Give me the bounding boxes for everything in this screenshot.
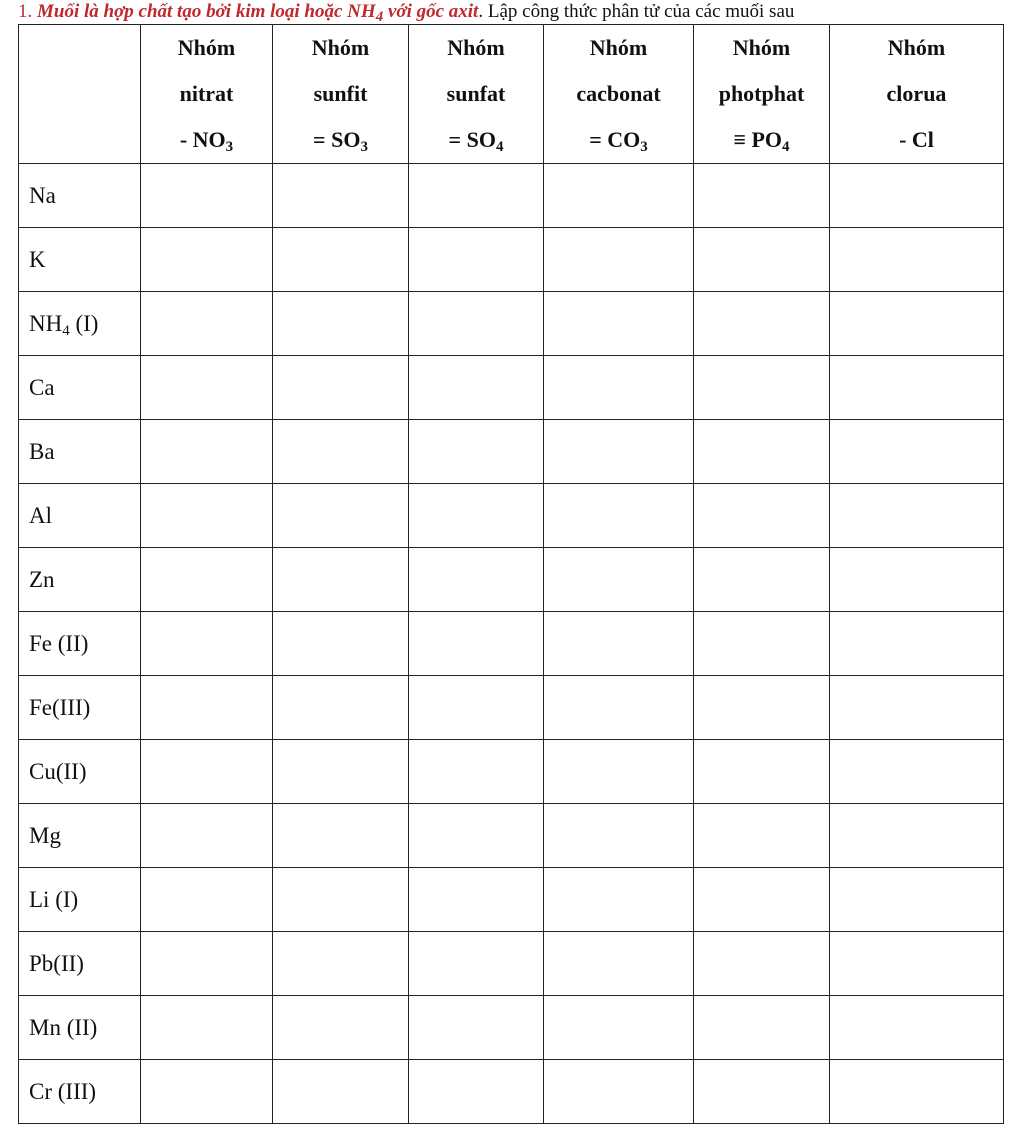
radical-formula: - Cl <box>899 127 934 152</box>
radical-formula: = SO <box>313 127 361 152</box>
formula-cell[interactable] <box>694 804 830 868</box>
formula-cell[interactable] <box>141 484 273 548</box>
formula-cell[interactable] <box>544 1060 694 1124</box>
row-label <box>19 420 141 484</box>
formula-cell[interactable] <box>544 356 694 420</box>
row-label-base: NH <box>29 310 63 336</box>
row-label <box>19 164 141 228</box>
row-label-suffix: (I) <box>69 310 99 336</box>
formula-cell[interactable] <box>409 1060 544 1124</box>
formula-cell[interactable] <box>141 996 273 1060</box>
column-header-line2: cacbonat <box>576 81 661 106</box>
exercise-number: 1. <box>18 1 33 22</box>
formula-cell[interactable] <box>409 292 544 356</box>
formula-cell[interactable] <box>694 164 830 228</box>
column-header <box>141 25 273 164</box>
row-label-base: Mn (II) <box>29 1014 98 1040</box>
table-row <box>19 804 1004 868</box>
row-label <box>19 612 141 676</box>
formula-cell[interactable] <box>273 164 409 228</box>
formula-cell[interactable] <box>141 292 273 356</box>
column-header-radical <box>830 117 1003 163</box>
formula-cell[interactable] <box>830 164 1004 228</box>
column-header-radical <box>409 117 543 163</box>
row-label <box>19 996 141 1060</box>
table-row <box>19 740 1004 804</box>
table-row <box>19 484 1004 548</box>
column-header-line1: Nhóm <box>447 35 505 60</box>
formula-cell[interactable] <box>694 356 830 420</box>
salt-formula-table <box>18 24 1004 1124</box>
radical-subscript: 4 <box>782 139 790 155</box>
formula-cell[interactable] <box>830 356 1004 420</box>
formula-cell[interactable] <box>544 484 694 548</box>
formula-cell[interactable] <box>830 804 1004 868</box>
row-label-base: Li (I) <box>29 886 79 912</box>
row-label <box>19 676 141 740</box>
table-row <box>19 1060 1004 1124</box>
table-row <box>19 548 1004 612</box>
formula-cell[interactable] <box>409 868 544 932</box>
formula-cell[interactable] <box>694 996 830 1060</box>
row-label-base: Zn <box>29 566 55 592</box>
row-label <box>19 484 141 548</box>
column-header <box>409 25 544 164</box>
radical-formula: = CO <box>589 127 641 152</box>
formula-cell[interactable] <box>694 740 830 804</box>
formula-cell[interactable] <box>694 548 830 612</box>
formula-cell[interactable] <box>141 548 273 612</box>
formula-cell[interactable] <box>409 932 544 996</box>
formula-cell[interactable] <box>141 420 273 484</box>
radical-subscript: 3 <box>360 139 368 155</box>
column-header-line1: Nhóm <box>732 35 791 60</box>
formula-cell[interactable] <box>694 612 830 676</box>
formula-cell[interactable] <box>544 164 694 228</box>
formula-cell[interactable] <box>273 356 409 420</box>
row-label-subscript: 4 <box>62 322 70 339</box>
formula-cell[interactable] <box>273 548 409 612</box>
row-label-base: Ba <box>29 438 55 464</box>
table-row <box>19 868 1004 932</box>
row-label-base: Cr (III) <box>29 1078 97 1104</box>
formula-cell[interactable] <box>544 996 694 1060</box>
formula-cell[interactable] <box>273 932 409 996</box>
column-header-line1: Nhóm <box>311 35 370 60</box>
column-header-line2: photphat <box>718 81 805 106</box>
formula-cell[interactable] <box>273 676 409 740</box>
formula-cell[interactable] <box>830 740 1004 804</box>
formula-cell[interactable] <box>141 164 273 228</box>
formula-cell[interactable] <box>830 612 1004 676</box>
formula-cell[interactable] <box>409 996 544 1060</box>
header-row <box>19 25 1004 164</box>
radical-formula: ≡ PO <box>733 127 783 152</box>
column-header-radical <box>694 117 829 163</box>
formula-cell[interactable] <box>409 804 544 868</box>
formula-cell[interactable] <box>544 420 694 484</box>
formula-cell[interactable] <box>409 548 544 612</box>
formula-cell[interactable] <box>273 996 409 1060</box>
formula-cell[interactable] <box>694 484 830 548</box>
column-header <box>273 25 409 164</box>
column-header-line1: Nhóm <box>177 35 236 60</box>
formula-cell[interactable] <box>694 868 830 932</box>
formula-cell[interactable] <box>141 676 273 740</box>
row-label <box>19 228 141 292</box>
column-header <box>544 25 694 164</box>
formula-cell[interactable] <box>273 868 409 932</box>
formula-cell[interactable] <box>141 356 273 420</box>
row-label <box>19 292 141 356</box>
formula-cell[interactable] <box>141 1060 273 1124</box>
row-label-base: Fe (II) <box>29 630 89 656</box>
column-header-radical <box>273 117 408 163</box>
formula-cell[interactable] <box>830 548 1004 612</box>
radical-formula: = SO <box>448 127 496 152</box>
column-header <box>694 25 830 164</box>
formula-cell[interactable] <box>544 740 694 804</box>
formula-cell[interactable] <box>409 676 544 740</box>
table-row <box>19 292 1004 356</box>
radical-subscript: 4 <box>495 139 504 155</box>
table-row <box>19 612 1004 676</box>
table-row <box>19 164 1004 228</box>
formula-cell[interactable] <box>830 292 1004 356</box>
formula-cell[interactable] <box>409 228 544 292</box>
row-label-base: Ca <box>29 374 55 400</box>
formula-cell[interactable] <box>544 228 694 292</box>
row-label <box>19 356 141 420</box>
formula-cell[interactable] <box>141 740 273 804</box>
radical-formula: - NO <box>179 127 226 152</box>
row-label <box>19 868 141 932</box>
row-label-base: Mg <box>29 822 61 848</box>
formula-cell[interactable] <box>830 1060 1004 1124</box>
formula-cell[interactable] <box>141 932 273 996</box>
formula-cell[interactable] <box>694 228 830 292</box>
formula-cell[interactable] <box>409 740 544 804</box>
column-header <box>830 25 1004 164</box>
row-label <box>19 548 141 612</box>
row-label-base: Pb(II) <box>29 950 84 976</box>
table-row <box>19 356 1004 420</box>
column-header-line2: nitrat <box>179 81 234 106</box>
row-label-base: Cu(II) <box>29 758 87 784</box>
table-row <box>19 420 1004 484</box>
row-label <box>19 740 141 804</box>
formula-cell[interactable] <box>830 676 1004 740</box>
formula-cell[interactable] <box>409 612 544 676</box>
row-label <box>19 932 141 996</box>
formula-cell[interactable] <box>409 484 544 548</box>
formula-cell[interactable] <box>273 740 409 804</box>
table-row <box>19 676 1004 740</box>
formula-cell[interactable] <box>544 804 694 868</box>
formula-cell[interactable] <box>830 932 1004 996</box>
column-header-line2: clorua <box>886 81 947 106</box>
formula-cell[interactable] <box>273 292 409 356</box>
formula-cell[interactable] <box>830 228 1004 292</box>
row-label-base: K <box>29 246 46 272</box>
formula-cell[interactable] <box>273 420 409 484</box>
column-header-radical <box>544 117 693 163</box>
row-label <box>19 1060 141 1124</box>
formula-cell[interactable] <box>409 164 544 228</box>
formula-cell[interactable] <box>694 932 830 996</box>
formula-cell[interactable] <box>544 932 694 996</box>
row-label-base: Al <box>29 502 52 528</box>
formula-cell[interactable] <box>273 804 409 868</box>
formula-cell[interactable] <box>544 292 694 356</box>
formula-cell[interactable] <box>544 676 694 740</box>
formula-cell[interactable] <box>409 356 544 420</box>
formula-cell[interactable] <box>694 676 830 740</box>
formula-cell[interactable] <box>141 804 273 868</box>
formula-cell[interactable] <box>830 868 1004 932</box>
radical-subscript: 3 <box>225 139 234 155</box>
formula-cell[interactable] <box>544 612 694 676</box>
formula-cell[interactable] <box>273 612 409 676</box>
formula-cell[interactable] <box>273 1060 409 1124</box>
formula-cell[interactable] <box>694 292 830 356</box>
table-row <box>19 996 1004 1060</box>
row-label-base: Na <box>29 182 56 208</box>
formula-cell[interactable] <box>273 228 409 292</box>
column-header-line2: sunfat <box>446 81 506 106</box>
exercise-heading <box>18 0 794 24</box>
formula-cell[interactable] <box>694 420 830 484</box>
row-label <box>19 804 141 868</box>
column-header-line1: Nhóm <box>887 35 946 60</box>
formula-cell[interactable] <box>273 484 409 548</box>
formula-cell[interactable] <box>830 420 1004 484</box>
formula-cell[interactable] <box>141 612 273 676</box>
instruction-text: . Lập công thức phân tử của các muối sau <box>478 1 795 22</box>
column-header-radical <box>141 117 272 163</box>
formula-cell[interactable] <box>141 228 273 292</box>
formula-cell[interactable] <box>830 996 1004 1060</box>
column-header-line2: sunfit <box>313 81 368 106</box>
table-row <box>19 228 1004 292</box>
formula-cell[interactable] <box>141 868 273 932</box>
corner-cell <box>19 25 141 164</box>
table-row <box>19 932 1004 996</box>
formula-cell[interactable] <box>694 1060 830 1124</box>
radical-subscript: 3 <box>640 139 648 155</box>
formula-cell[interactable] <box>544 548 694 612</box>
formula-cell[interactable] <box>409 420 544 484</box>
definition-text: Muối là hợp chất tạo bởi kim loại hoặc $NH_4$ với gốc axit <box>37 1 479 25</box>
formula-cell[interactable] <box>830 484 1004 548</box>
row-label-base: Fe(III) <box>29 694 91 720</box>
column-header-line1: Nhóm <box>589 35 648 60</box>
formula-cell[interactable] <box>544 868 694 932</box>
